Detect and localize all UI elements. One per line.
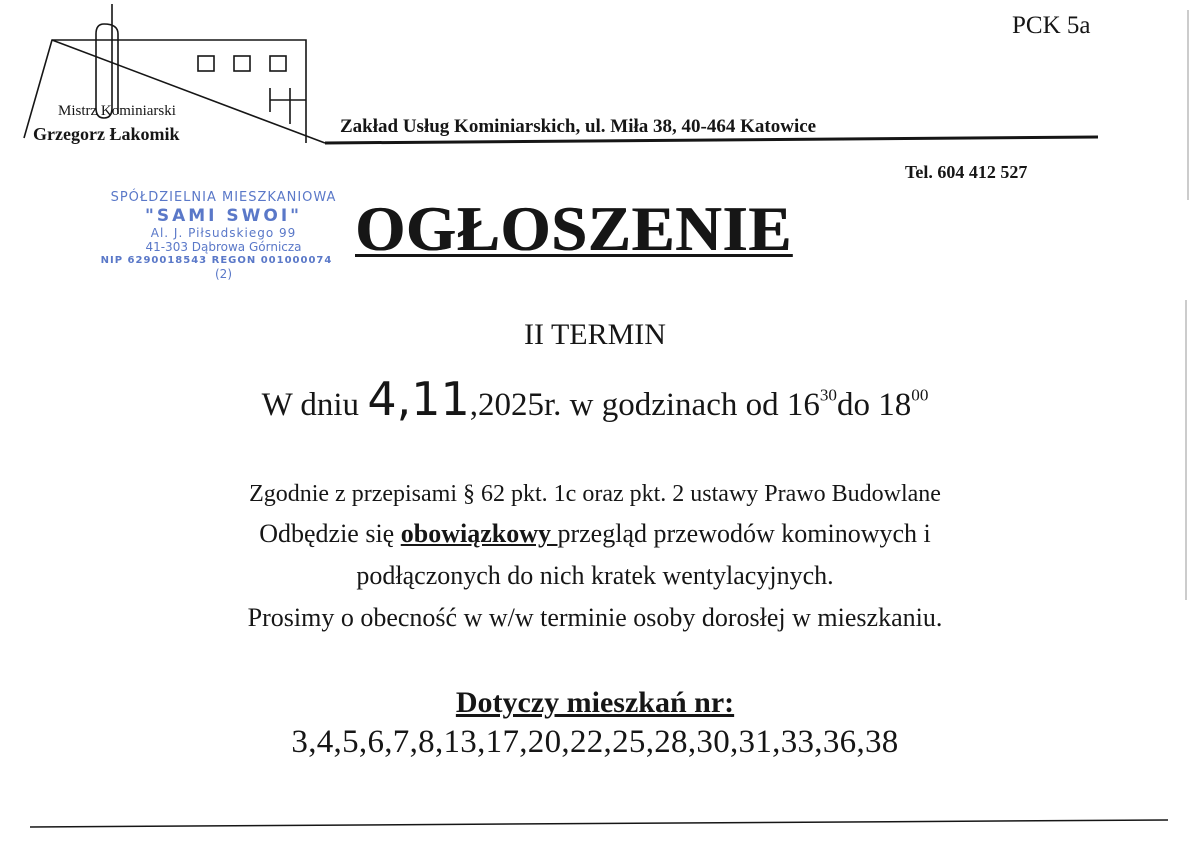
right-edge-mark <box>1186 10 1188 600</box>
logo-window-3 <box>270 56 286 71</box>
start-hour: 16 <box>786 387 820 423</box>
date-line <box>0 372 1190 426</box>
logo-window-cross <box>270 88 306 124</box>
stamp-line-6: (2) <box>215 266 232 281</box>
phone-number: Tel. 604 412 527 <box>905 162 1028 182</box>
logo-title: Mistrz Kominiarski <box>58 103 176 119</box>
date-year-text: ,2025r. w godzinach od <box>469 387 787 423</box>
body-line2-suffix: przegląd przewodów kominowych i <box>557 519 931 548</box>
cooperative-stamp <box>86 190 361 281</box>
logo-window-2 <box>234 56 250 71</box>
mandatory-emphasis: obowiązkowy <box>400 519 558 548</box>
stamp-line-2: "SAMI SWOI" <box>144 205 303 226</box>
date-prefix: W dniu <box>261 387 368 423</box>
start-minutes: 30 <box>819 385 837 405</box>
term-label: II TERMIN <box>524 318 666 351</box>
announcement-headline: OGŁOSZENIE <box>355 193 792 264</box>
document-code: PCK 5a <box>1012 12 1091 39</box>
inspection-date: 4,11 <box>367 372 470 426</box>
stamp-line-3: Al. J. Piłsudskiego 99 <box>150 225 297 240</box>
body-line-inspection <box>0 519 1190 549</box>
logo-window-1 <box>198 56 214 71</box>
logo-name: Grzegorz Łakomik <box>33 124 180 144</box>
body-line2-prefix: Odbędzie się <box>259 519 401 548</box>
end-minutes: 00 <box>911 385 929 405</box>
apartments-heading: Dotyczy mieszkań nr: <box>455 686 735 719</box>
date-middle: do <box>837 387 879 423</box>
body-line-vents: podłączonych do nich kratek wentylacyjnych. <box>356 561 834 590</box>
stamp-line-1: SPÓŁDZIELNIA MIESZKANIOWA <box>110 190 337 205</box>
body-line-request: Prosimy o obecność w w/w terminie osoby dorosłej w mieszkaniu. <box>247 603 943 632</box>
footer-rule <box>30 820 1168 827</box>
body-line-legal: Zgodnie z przepisami § 62 pkt. 1c oraz pkt. 2 ustawy Prawo Budowlane <box>249 481 941 507</box>
apartments-list: 3,4,5,6,7,8,13,17,20,22,25,28,30,31,33,36,38 <box>291 724 899 760</box>
company-address: Zakład Usług Kominiarskich, ul. Miła 38, 40-464 Katowice <box>340 116 817 137</box>
stamp-line-5: NIP 6290018543 REGON 001000074 <box>100 254 333 266</box>
stamp-line-4: 41-303 Dąbrowa Górnicza <box>145 240 302 255</box>
end-hour: 18 <box>878 387 912 423</box>
